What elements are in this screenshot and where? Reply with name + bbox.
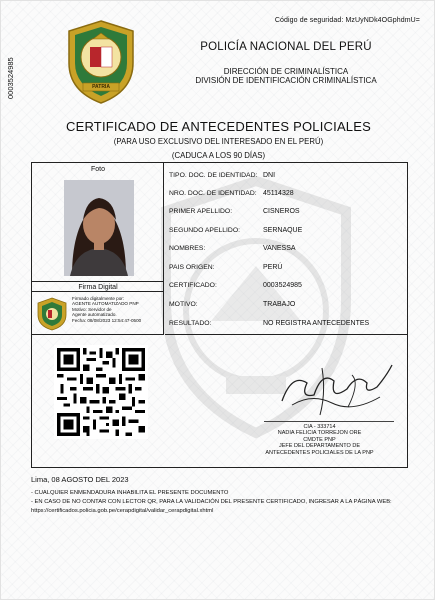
field-value: TRABAJO xyxy=(263,301,296,308)
official-signatory xyxy=(232,424,407,456)
place-date: Lima, 08 AGOSTO DEL 2023 xyxy=(31,475,129,484)
field-row-doc-number xyxy=(165,185,408,203)
note-2: - EN CASO DE NO CONTAR CON LECTOR QR, PARA LA VALIDACIÓN DEL PRESENTE CERTIFICADO, INGRESAR A LA PÁGINA WEB: xyxy=(31,499,392,505)
field-row-certificate xyxy=(165,277,408,295)
certificate-validity: (CADUCA A LOS 90 DÍAS) xyxy=(171,151,266,160)
handwritten-signature xyxy=(252,353,402,423)
field-row-names xyxy=(165,240,408,258)
field-row-second-surname xyxy=(165,222,408,240)
identity-fields xyxy=(165,163,408,335)
crest-motto: PATRIA xyxy=(92,84,110,90)
digital-signature-block xyxy=(32,291,164,335)
field-value: PERÚ xyxy=(263,264,283,271)
field-label: NRO. DOC. DE IDENTIDAD: xyxy=(169,190,257,197)
field-label: PRIMER APELLIDO: xyxy=(169,208,233,215)
digital-signature-text xyxy=(72,296,162,323)
sig-line-1: Firmado digitalmente por: xyxy=(72,296,125,301)
official-name: NADIA FELICIA TORREJON ORE xyxy=(277,430,362,437)
field-label: SEGUNDO APELLIDO: xyxy=(169,227,241,234)
field-label: CERTIFICADO: xyxy=(169,282,217,289)
institution-title: POLICÍA NACIONAL DEL PERÚ xyxy=(200,41,372,53)
field-row-doc-type xyxy=(165,167,408,185)
sig-line-4: Agente automatizado. xyxy=(72,312,117,318)
sig-line-5: Fecha: 08/08/2023 12:54:47-0500 xyxy=(72,317,142,323)
field-value: 45114328 xyxy=(263,190,294,197)
field-value: CISNEROS xyxy=(263,208,300,215)
digital-signature-label: Firma Digital xyxy=(32,281,164,291)
field-row-country xyxy=(165,259,408,277)
footer-notes xyxy=(31,489,411,516)
field-label: NOMBRES: xyxy=(169,245,206,252)
photo-label: Foto xyxy=(90,166,105,173)
field-value: SERNAQUE xyxy=(263,227,303,234)
sig-line-2: AGENTE AUTOMATIZADO PNP xyxy=(72,301,139,307)
certificate-subtitle: (PARA USO EXCLUSIVO DEL INTERESADO EN EL PERÚ) xyxy=(113,137,324,146)
field-label: RESULTADO: xyxy=(169,320,212,327)
pnp-seal-icon xyxy=(36,297,68,331)
official-position-1: JEFE DEL DEPARTAMENTO DE xyxy=(279,443,360,450)
document-serial: 0003524985 xyxy=(6,57,15,99)
validation-qr-code[interactable] xyxy=(54,345,148,439)
signature-line xyxy=(264,421,394,422)
field-value: VANESSA xyxy=(263,245,296,252)
portrait-photo xyxy=(64,180,134,276)
field-label: MOTIVO: xyxy=(169,301,198,308)
field-row-first-surname xyxy=(165,203,408,221)
sig-line-3: Motivo: Servidor de xyxy=(72,306,112,312)
field-row-result xyxy=(165,315,408,333)
field-value: 0003524985 xyxy=(263,282,302,289)
field-value: NO REGISTRA ANTECEDENTES xyxy=(263,320,370,327)
field-row-reason xyxy=(165,296,408,314)
field-value: DNI xyxy=(263,172,276,179)
official-position-2: ANTECEDENTES POLICIALES DE LA PNP xyxy=(265,449,374,456)
official-id: CIA - 333714 xyxy=(303,424,336,430)
division-label: DIVISIÓN DE IDENTIFICACIÓN CRIMINALÍSTICA xyxy=(195,76,377,85)
validation-url[interactable]: https://certificados.policia.gob.pe/cerapdigital/validar_cerapdigital.xhtml xyxy=(31,508,214,514)
certificate-title: CERTIFICADO DE ANTECEDENTES POLICIALES xyxy=(66,119,371,134)
field-label: PAIS ORIGEN: xyxy=(169,264,215,271)
police-crest-icon xyxy=(63,19,139,105)
photo-section xyxy=(32,163,164,335)
field-label: TIPO. DOC. DE IDENTIDAD: xyxy=(169,172,258,179)
direccion-label: DIRECCIÓN DE CRIMINALÍSTICA xyxy=(223,67,349,76)
security-code: Código de seguridad: MzUyNDk4OGphdmU= xyxy=(274,17,420,24)
certificate-body xyxy=(31,162,408,468)
official-rank: CMDTE PNP xyxy=(303,436,336,443)
note-1: - CUALQUIER ENMENDADURA INHABILITA EL PRESENTE DOCUMENTO xyxy=(31,490,229,496)
